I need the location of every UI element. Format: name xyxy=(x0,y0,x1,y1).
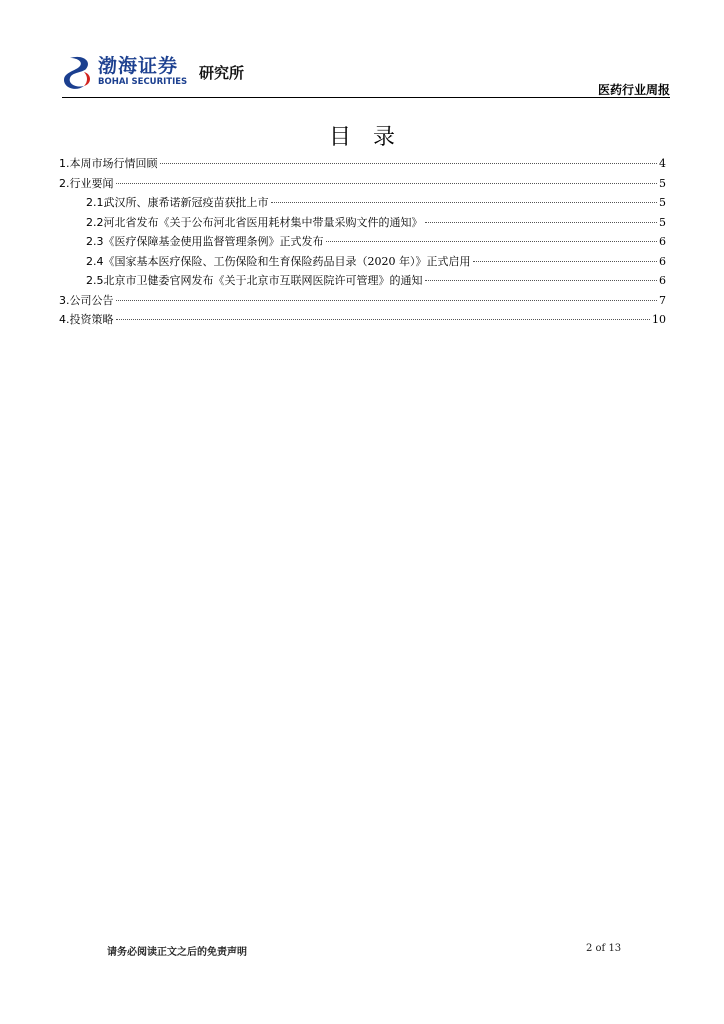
toc-entry-page: 6 xyxy=(659,235,666,248)
toc-entry-page: 5 xyxy=(659,196,666,209)
toc-leader-dots xyxy=(425,280,658,281)
toc-entry[interactable] xyxy=(59,271,666,291)
toc-entry[interactable] xyxy=(59,291,666,311)
toc-leader-dots xyxy=(116,300,658,301)
toc-entry-label: 北京市卫健委官网发布《关于北京市互联网医院许可管理》的通知 xyxy=(103,274,423,287)
toc-leader-dots xyxy=(425,222,658,223)
toc-entry-number: 2.4 xyxy=(86,254,104,268)
toc-entry-label: 《国家基本医疗保险、工伤保险和生育保险药品目录（2020 年）》正式启用 xyxy=(103,254,471,268)
toc-leader-dots xyxy=(160,163,658,164)
toc-entry[interactable] xyxy=(59,193,666,213)
toc-entry-number: 2.2 xyxy=(86,215,104,229)
toc-leader-dots xyxy=(271,202,658,203)
toc-entry[interactable] xyxy=(59,174,666,194)
toc-entry-number: 3. xyxy=(59,293,70,307)
toc-entry[interactable] xyxy=(59,213,666,233)
toc-entry-number: 1. xyxy=(59,157,70,170)
toc-entry-page: 4 xyxy=(659,157,666,170)
toc-entry-label: 《医疗保障基金使用监督管理条例》正式发布 xyxy=(103,235,324,248)
toc-entry-number: 2.1 xyxy=(86,196,104,209)
toc-title: 目录 xyxy=(328,125,417,150)
toc-leader-dots xyxy=(116,319,651,320)
page-header xyxy=(62,50,670,98)
toc-leader-dots xyxy=(473,261,658,262)
header-divider xyxy=(62,97,670,98)
toc-entry-label: 本周市场行情回顾 xyxy=(69,157,158,170)
toc-entry-label: 武汉所、康希诺新冠疫苗获批上市 xyxy=(103,196,269,209)
toc-entry-number: 2. xyxy=(59,176,70,190)
page-number: 2 of 13 xyxy=(586,943,622,954)
toc-entry[interactable] xyxy=(59,310,666,330)
toc-entry-label: 公司公告 xyxy=(69,293,114,307)
disclaimer-note: 请务必阅读正文之后的免责声明 xyxy=(107,947,247,958)
toc-entry-page: 6 xyxy=(659,254,666,268)
toc-entry-page: 7 xyxy=(659,293,666,307)
toc-entry-page: 10 xyxy=(652,313,666,326)
toc-entry-page: 6 xyxy=(659,274,666,287)
brand-name-en: BOHAI SECURITIES xyxy=(98,77,188,87)
toc-entry-label: 行业要闻 xyxy=(69,176,114,190)
bohai-logo-icon xyxy=(62,54,94,92)
toc-entry[interactable] xyxy=(59,232,666,252)
toc-entry-label: 投资策略 xyxy=(69,313,114,326)
toc-entry-page: 5 xyxy=(659,176,666,190)
toc-entry[interactable] xyxy=(59,252,666,272)
toc-entry-page: 5 xyxy=(659,215,666,229)
institute-label: 研究所 xyxy=(199,64,245,82)
toc-entry-label: 河北省发布《关于公布河北省医用耗材集中带量采购文件的通知》 xyxy=(103,215,423,229)
toc-leader-dots xyxy=(326,241,658,242)
toc-entry-number: 2.3 xyxy=(86,235,104,248)
bohai-securities-logo xyxy=(62,50,322,94)
table-of-contents xyxy=(59,154,666,330)
brand-name-cn: 渤海证券 xyxy=(98,55,179,77)
report-type: 医药行业周报 xyxy=(597,83,670,97)
toc-leader-dots xyxy=(116,183,658,184)
toc-entry[interactable] xyxy=(59,154,666,174)
toc-entry-number: 2.5 xyxy=(86,274,104,287)
toc-entry-number: 4. xyxy=(59,313,70,326)
